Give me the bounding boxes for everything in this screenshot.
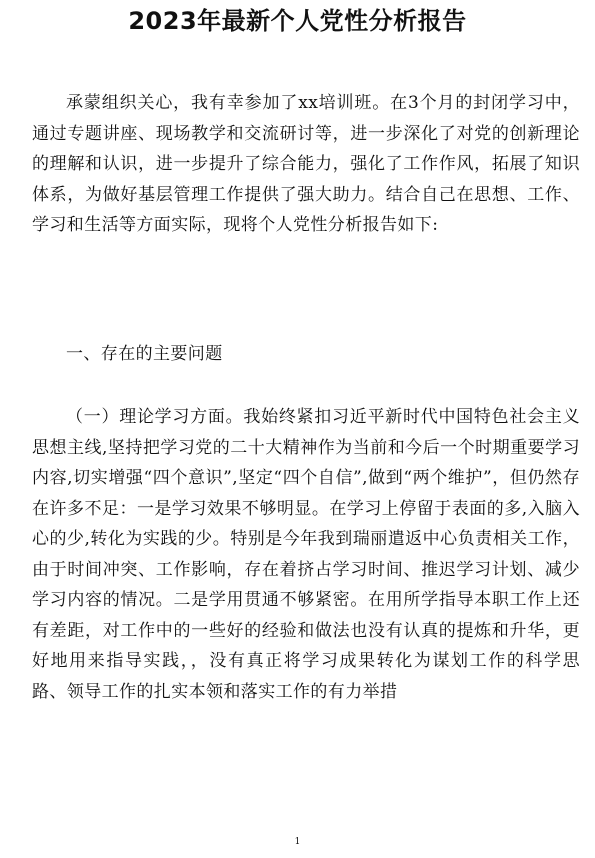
- section-heading: 一、存在的主要问题: [66, 344, 223, 364]
- document-title: 2023年最新个人党性分析报告: [128, 7, 467, 35]
- page-number: 1: [294, 837, 301, 847]
- intro-paragraph: 承蒙组织关心，我有幸参加了xx培训班。在3个月的封闭学习中，通过专题讲座、现场教学和交流研讨等，进一步深化了对党的创新理论的理解和认识，进一步提升了综合能力，强化了工作作风，拓展了知识体系，为做好基层管理工作提供了强大助力。结合自己在思想、工作、学习和生活等方面实际，现将个人党性分析报告如下:: [32, 93, 580, 235]
- section-paragraph: （一）理论学习方面。我始终紧扣习近平新时代中国特色社会主义思想主线,坚持把学习党的二十大精神作为当前和今后一个时期重要学习内容,切实增强“四个意识”,坚定“四个自信”,做到“两个维护”，但仍然存在许多不足：一是学习效果不够明显。在学习上停留于表面的多,入脑入心的少,转化为实践的少。特别是今年我到瑞丽遣返中心负责相关工作，由于时间冲突、工作影响，存在着挤占学习时间、推迟学习计划、减少学习内容的情况。二是学用贯通不够紧密。在用所学指导本职工作上还有差距，对工作中的一些好的经验和做法也没有认真的提炼和升华，更好地用来指导实践，，没有真正将学习成果转化为谋划工作的科学思路、领导工作的扎实本领和落实工作的有力举措: [32, 407, 580, 702]
